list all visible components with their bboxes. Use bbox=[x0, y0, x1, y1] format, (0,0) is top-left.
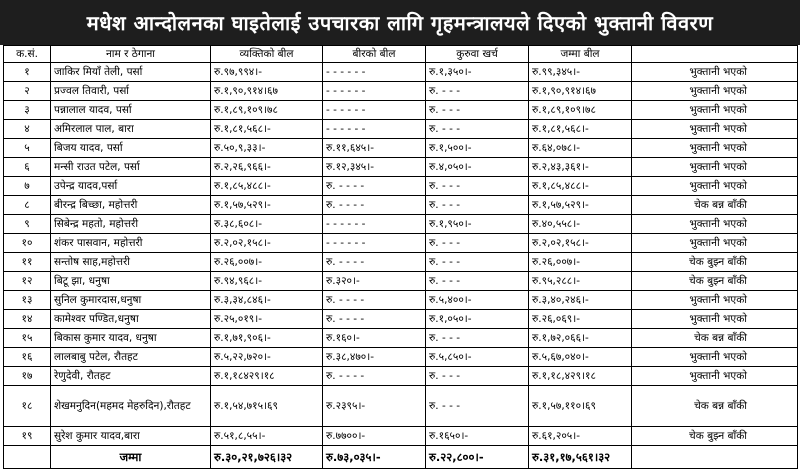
cell-total-bill: रु.६४,०७८।- bbox=[529, 139, 632, 158]
table-row bbox=[4, 348, 798, 367]
header-individual-bill: व्यक्तिको बील bbox=[211, 46, 323, 63]
cell-individual-bill: रु.५०,९,३३।- bbox=[211, 139, 323, 158]
table-row bbox=[4, 158, 798, 177]
cell-hospital-bill: - - - - - - bbox=[323, 63, 426, 82]
cell-status: चेक बुझ्न बाँकी bbox=[632, 253, 798, 272]
totals-hospital: रु.७३,०३५।- bbox=[323, 446, 426, 469]
table-row bbox=[4, 329, 798, 348]
totals-row bbox=[4, 446, 798, 469]
cell-total-bill: रु.३,४०,२४६।- bbox=[529, 291, 632, 310]
table-row bbox=[4, 291, 798, 310]
cell-total-bill: रु.२६,००७।- bbox=[529, 253, 632, 272]
cell-name: सुनिल कुमारदास,धनुषा bbox=[51, 291, 211, 310]
cell-other-expense: रु. - - - bbox=[426, 177, 529, 196]
table-row bbox=[4, 367, 798, 386]
cell-status: भुक्तानी भएको bbox=[632, 158, 798, 177]
cell-other-expense: रु. - - - bbox=[426, 82, 529, 101]
cell-hospital-bill: - - - - - - bbox=[323, 234, 426, 253]
cell-individual-bill: रु.९७,९९४।- bbox=[211, 63, 323, 82]
table-row bbox=[4, 120, 798, 139]
cell-status: चेक बुझ्न बाँकी bbox=[632, 427, 798, 446]
cell-name: शेखमनुदिन(महमद मेहरुदिन),रौतहट bbox=[51, 386, 211, 427]
header-status bbox=[632, 46, 798, 63]
cell-individual-bill: रु.१,१८४२९।१८ bbox=[211, 367, 323, 386]
cell-name: बीरन्द्र बिच्छा, महोत्तरी bbox=[51, 196, 211, 215]
cell-total-bill: रु.६१,२०५।- bbox=[529, 427, 632, 446]
cell-total-bill: रु.१,८१,५६८।- bbox=[529, 120, 632, 139]
header-name: नाम र ठेगाना bbox=[51, 46, 211, 63]
cell-status: भुक्तानी भएको bbox=[632, 215, 798, 234]
cell-sn: ३ bbox=[4, 101, 51, 120]
cell-name: प्रज्वल तिवारी, पर्सा bbox=[51, 82, 211, 101]
cell-sn: १८ bbox=[4, 386, 51, 427]
cell-individual-bill: रु.५,२२,७२०।- bbox=[211, 348, 323, 367]
cell-hospital-bill: रु. - - - - bbox=[323, 177, 426, 196]
cell-status: भुक्तानी भएको bbox=[632, 101, 798, 120]
cell-sn: १९ bbox=[4, 427, 51, 446]
cell-total-bill: रु.२,४३,३६१।- bbox=[529, 158, 632, 177]
table-row bbox=[4, 215, 798, 234]
cell-other-expense: रु.४,०५०।- bbox=[426, 158, 529, 177]
totals-status bbox=[632, 446, 798, 469]
cell-individual-bill: रु.१,५४,७१५।६९ bbox=[211, 386, 323, 427]
cell-other-expense: रु.५,४००।- bbox=[426, 291, 529, 310]
totals-label: जम्मा bbox=[51, 446, 211, 469]
cell-sn: १७ bbox=[4, 367, 51, 386]
cell-name: सुरेश कुमार यादव,बारा bbox=[51, 427, 211, 446]
cell-individual-bill: रु.३,३४,८४६।- bbox=[211, 291, 323, 310]
cell-other-expense: रु.१,३५०।- bbox=[426, 63, 529, 82]
table-row bbox=[4, 196, 798, 215]
cell-total-bill: रु.२,०२,१५८।- bbox=[529, 234, 632, 253]
header-total-bill: जम्मा बील bbox=[529, 46, 632, 63]
cell-total-bill: रु.९५,२८८।- bbox=[529, 272, 632, 291]
cell-status: भुक्तानी भएको bbox=[632, 120, 798, 139]
cell-sn: १४ bbox=[4, 310, 51, 329]
cell-hospital-bill: रु. - - - - bbox=[323, 291, 426, 310]
cell-total-bill: रु.१,५७,५२९।- bbox=[529, 196, 632, 215]
cell-individual-bill: रु.२,०२,१५८।- bbox=[211, 234, 323, 253]
cell-total-bill: रु.१,७२,०६६।- bbox=[529, 329, 632, 348]
cell-status: भुक्तानी भएको bbox=[632, 291, 798, 310]
header-other-expense: कुरुवा खर्च bbox=[426, 46, 529, 63]
cell-sn: ७ bbox=[4, 177, 51, 196]
cell-hospital-bill: रु.३२०।- bbox=[323, 272, 426, 291]
cell-other-expense: रु.१६५०।- bbox=[426, 427, 529, 446]
cell-name: पन्नालाल यादव, पर्सा bbox=[51, 101, 211, 120]
cell-individual-bill: रु.२५,०१९।- bbox=[211, 310, 323, 329]
cell-total-bill: रु.१,९०,९१४।६७ bbox=[529, 82, 632, 101]
cell-name: अमिरलाल पाल, बारा bbox=[51, 120, 211, 139]
cell-hospital-bill: - - - - - - bbox=[323, 215, 426, 234]
cell-other-expense: रु. - - - bbox=[426, 272, 529, 291]
table-row bbox=[4, 177, 798, 196]
cell-individual-bill: रु.१,८१,५६८।- bbox=[211, 120, 323, 139]
cell-status: भुक्तानी भएको bbox=[632, 82, 798, 101]
cell-name: जाकिर मियाँ तेली, पर्सा bbox=[51, 63, 211, 82]
cell-hospital-bill: रु.१६०।- bbox=[323, 329, 426, 348]
cell-sn: २ bbox=[4, 82, 51, 101]
cell-sn: १५ bbox=[4, 329, 51, 348]
cell-hospital-bill: - - - - - - bbox=[323, 82, 426, 101]
cell-status: भुक्तानी भएको bbox=[632, 310, 798, 329]
cell-sn: ५ bbox=[4, 139, 51, 158]
cell-other-expense: रु.१,०५०।- bbox=[426, 310, 529, 329]
cell-individual-bill: रु.५१,८,५५।- bbox=[211, 427, 323, 446]
cell-other-expense: रु.५,८५०।- bbox=[426, 348, 529, 367]
cell-status: भुक्तानी भएको bbox=[632, 177, 798, 196]
cell-name: उपेन्द्र यादव,पर्सा bbox=[51, 177, 211, 196]
cell-name: रेणुदेवी, रौतहट bbox=[51, 367, 211, 386]
header-hospital-bill: बीरको बील bbox=[323, 46, 426, 63]
cell-sn: ८ bbox=[4, 196, 51, 215]
cell-name: बिटू झा, धनुषा bbox=[51, 272, 211, 291]
cell-name: सिबेन्द्र महतो, महोत्तरी bbox=[51, 215, 211, 234]
cell-hospital-bill: रु. - - - - bbox=[323, 196, 426, 215]
cell-other-expense: रु. - - - bbox=[426, 386, 529, 427]
totals-total: रु.३१,१७,५६१।३२ bbox=[529, 446, 632, 469]
cell-individual-bill: रु.३८,६०८।- bbox=[211, 215, 323, 234]
header-sn: क.सं. bbox=[4, 46, 51, 63]
cell-hospital-bill: रु.७७००।- bbox=[323, 427, 426, 446]
cell-individual-bill: रु.९४,९६८।- bbox=[211, 272, 323, 291]
cell-individual-bill: रु.१,७१,९०६।- bbox=[211, 329, 323, 348]
cell-individual-bill: रु.२६,००७।- bbox=[211, 253, 323, 272]
table-row bbox=[4, 101, 798, 120]
cell-total-bill: रु.९९,३४५।- bbox=[529, 63, 632, 82]
cell-other-expense: रु. - - - bbox=[426, 367, 529, 386]
cell-sn: ४ bbox=[4, 120, 51, 139]
cell-total-bill: रु.२६,०६९।- bbox=[529, 310, 632, 329]
cell-hospital-bill: रु.११,६४५।- bbox=[323, 139, 426, 158]
cell-hospital-bill: रु.२३९५।- bbox=[323, 386, 426, 427]
cell-hospital-bill: - - - - - - bbox=[323, 101, 426, 120]
cell-total-bill: रु.५,६७,०४०।- bbox=[529, 348, 632, 367]
cell-sn: ९ bbox=[4, 215, 51, 234]
cell-other-expense: रु. - - - bbox=[426, 101, 529, 120]
cell-other-expense: रु. - - - bbox=[426, 120, 529, 139]
cell-total-bill: रु.१,१८,४२९।१८ bbox=[529, 367, 632, 386]
cell-sn: १२ bbox=[4, 272, 51, 291]
cell-sn: १ bbox=[4, 63, 51, 82]
cell-other-expense: रु. - - - bbox=[426, 253, 529, 272]
cell-sn: ११ bbox=[4, 253, 51, 272]
cell-sn: १३ bbox=[4, 291, 51, 310]
page-title: मधेश आन्दोलनका घाइतेलाई उपचारका लागि गृहमन्त्रालयले दिएको भुक्तानी विवरण bbox=[0, 0, 800, 45]
cell-hospital-bill: रु. - - - - bbox=[323, 253, 426, 272]
cell-name: सन्तोष साह,महोत्तरी bbox=[51, 253, 211, 272]
cell-hospital-bill: रु.१२,३४५।- bbox=[323, 158, 426, 177]
table-row bbox=[4, 82, 798, 101]
cell-name: कामेश्वर पण्डित,धनुषा bbox=[51, 310, 211, 329]
cell-sn: १० bbox=[4, 234, 51, 253]
table-header-row bbox=[4, 46, 798, 63]
cell-total-bill: रु.१,५७,११०।६९ bbox=[529, 386, 632, 427]
table-row bbox=[4, 253, 798, 272]
cell-hospital-bill: - - - - - - bbox=[323, 120, 426, 139]
cell-status: भुक्तानी भएको bbox=[632, 139, 798, 158]
cell-individual-bill: रु.१,८९,१०९।७८ bbox=[211, 101, 323, 120]
table-row bbox=[4, 63, 798, 82]
cell-other-expense: रु. - - - bbox=[426, 196, 529, 215]
cell-sn: १६ bbox=[4, 348, 51, 367]
cell-hospital-bill: रु.३८,४७०।- bbox=[323, 348, 426, 367]
totals-other: रु.२२,८००।- bbox=[426, 446, 529, 469]
cell-individual-bill: रु.१,९०,९१४।६७ bbox=[211, 82, 323, 101]
cell-name: बिकास कुमार यादव, धनुषा bbox=[51, 329, 211, 348]
cell-other-expense: रु.१,९५०।- bbox=[426, 215, 529, 234]
table-row bbox=[4, 272, 798, 291]
cell-sn: ६ bbox=[4, 158, 51, 177]
table-row bbox=[4, 427, 798, 446]
cell-other-expense: रु.१,५००।- bbox=[426, 139, 529, 158]
cell-name: शंकर पासवान, महोत्तरी bbox=[51, 234, 211, 253]
cell-individual-bill: रु.१,८५,४८८।- bbox=[211, 177, 323, 196]
cell-name: बिजय यादव, पर्सा bbox=[51, 139, 211, 158]
cell-status: चेक बन्न बाँकी bbox=[632, 386, 798, 427]
cell-name: लालबाबु पटेल, रौतहट bbox=[51, 348, 211, 367]
cell-status: चेक बुझ्न बाँकी bbox=[632, 272, 798, 291]
cell-status: भुक्तानी भएको bbox=[632, 348, 798, 367]
totals-individual: रु.३०,२१,७२६।३२ bbox=[211, 446, 323, 469]
totals-sn bbox=[4, 446, 51, 469]
table-row bbox=[4, 139, 798, 158]
cell-total-bill: रु.१,८५,४८८।- bbox=[529, 177, 632, 196]
cell-status: भुक्तानी भएको bbox=[632, 234, 798, 253]
cell-status: चेक बन्न बाँकी bbox=[632, 329, 798, 348]
cell-hospital-bill: रु. - - - - bbox=[323, 367, 426, 386]
table-row bbox=[4, 234, 798, 253]
cell-name: मन्सी राउत पटेल, पर्सा bbox=[51, 158, 211, 177]
cell-total-bill: रु.४०,५५८।- bbox=[529, 215, 632, 234]
cell-hospital-bill: रु. - - - - bbox=[323, 310, 426, 329]
table-row bbox=[4, 310, 798, 329]
cell-status: चेक बन्न बाँकी bbox=[632, 196, 798, 215]
cell-total-bill: रु.१,८९,१०९।७८ bbox=[529, 101, 632, 120]
cell-status: भुक्तानी भएको bbox=[632, 63, 798, 82]
payment-table bbox=[3, 45, 798, 469]
table-row bbox=[4, 386, 798, 427]
cell-individual-bill: रु.१,५७,५२९।- bbox=[211, 196, 323, 215]
cell-other-expense: रु. - - - bbox=[426, 234, 529, 253]
cell-individual-bill: रु.२,२६,९६६।- bbox=[211, 158, 323, 177]
cell-status: भुक्तानी भएको bbox=[632, 367, 798, 386]
cell-other-expense: रु. - - - bbox=[426, 329, 529, 348]
